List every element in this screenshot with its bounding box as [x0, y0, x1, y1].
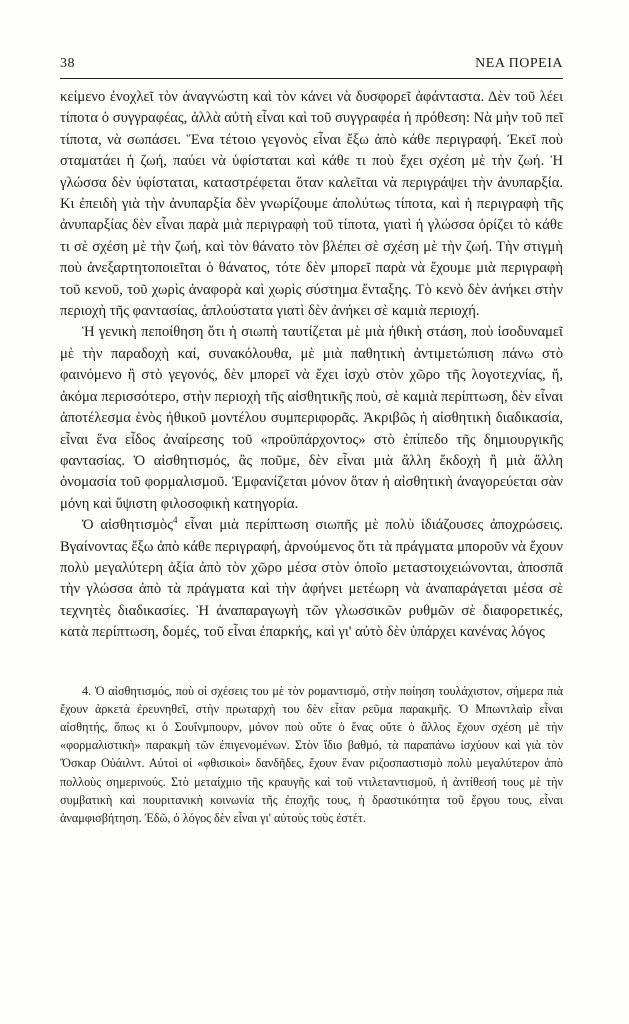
running-title: ΝΕΑ ΠΟΡΕΙΑ [475, 56, 563, 71]
main-text [60, 87, 563, 644]
footnote-4: 4. Ὁ αἰσθητισμός, ποὺ οἱ σχέσεις του μὲ τὸν ρομαντισμό, στὴν ποίηση τουλάχιστον, σήμερα πιὰ ἔχουν ἀρκετὰ ἐρευνηθεῖ, στὴν πρωταρχὴ του δὲν εἶταν ρεῦμα παρακμῆς. Ὁ Μπωντλαὶρ εἶναι αἰσθητής, ὅπως κι ὁ Σουΐνμπουρν, μόνον ποὺ οὔτε ὁ ἕνας οὔτε ὁ ἄλλος ἔχουν σχέση μὲ τὴν «φορμαλιστικὴ» παρακμὴ τῶν ἐπιγενομένων. Στὸν ἴδιο βαθμό, τὰ παραπάνω ἰσχύουν καὶ γιὰ τὸν Ὄσκαρ Οὐάιλντ. Αὐτοὶ οἱ «φθισικοὶ» δανδῆδες, ἔχουν ἕναν ριζοσπαστισμὸ πολὺ μεγαλύτερον ἀπὸ πολλοὺς σημερινούς. Στὸ μεταίχμιο τῆς κραυγῆς καὶ τοῦ ντιλεταντισμοῦ, ἡ ἀντίθεσή τους μὲ τὴν συμβατικὴ καὶ πουριτανικὴ κοινωνία τῆς ἐποχῆς τους, ἡ δραστικότητα τοῦ ἔργου τους, εἶναι ἀναμφισβήτηση. Ἐδῶ, ὁ λόγος δὲν εἶναι γι' αὐτοὺς τοὺς ἐστέτ. [60, 683, 563, 825]
page-number: 38 [60, 56, 75, 71]
paragraph-3 [60, 515, 563, 643]
page-header [60, 56, 563, 79]
paragraph-2: Ἡ γενικὴ πεποίθηση ὅτι ἡ σιωπὴ ταυτίζεται μὲ μιὰ ἠθικὴ στάση, ποὺ ἰσοδυναμεῖ μὲ τὴν παραδοχὴ καί, συνακόλουθα, μὲ μιὰ παθητικὴ ἀντιμετώπιση πάνω στὸ φαινόμενο ἢ στὸ γεγονός, δὲν μπορεῖ νὰ ἔχει ἰσχὺ στὸν χῶρο τῆς λογοτεχνίας, ἤ, ἀκόμα περισσότερο, στὴν περιοχὴ τῆς αἰσθητικῆς ποὺ, σὲ καμιὰ περίπτωση, δὲν εἶναι ἀποτέλεσμα ἑνὸς ἠθικοῦ μοντέλου συμπεριφορᾶς. Ἀκριβῶς ἡ αἰσθητικὴ διαδικασία, εἶναι ἕνα εἶδος ἀναίρεσης τοῦ «προϋπάρχοντος» στὸ ἐπίπεδο τῆς δημιουργικῆς φαντασίας. Ὁ αἰσθητισμός, ἂς ποῦμε, δὲν εἶναι μιὰ ἄλλη ἔκδοχὴ ἢ μιὰ ἄλλη ὀνομασία τοῦ φορμαλισμοῦ. Ἐμφανίζεται μόνον ὅταν ἡ αἰσθητικὴ ἀναγορεύεται σὰν μόνη καὶ ὕψιστη φιλοσοφικὴ κατηγορία. [60, 324, 563, 512]
footnote-marker: 4 [172, 515, 178, 526]
paragraph-1: κείμενο ἐνοχλεῖ τὸν ἀναγνώστη καὶ τὸν κάνει νὰ δυσφορεῖ ἀφάνταστα. Δὲν τοῦ λέει τίποτα ὁ συγγραφέας, ἀλλὰ αὐτὴ εἶναι καὶ τοῦ συγγραφέα ἡ πρόθεση: Νὰ μὴν τοῦ πεῖ τίποτα, νὰ σωπάσει. Ἕνα τέτοιο γεγονὸς εἶναι ἔξω ἀπὸ κάθε περιγραφή. Ἐκεῖ ποὺ σταματάει ἡ ζωή, παύει νὰ ὑφίσταται καὶ κάθε τι ποὺ ἔχει σχέση μὲ τὴν ζωή. Ἡ γλώσσα δὲν ὑφίσταται, καταστρέφεται ὅταν καλεῖται νὰ περιγράψει τὴν ἀνυπαρξία. Κι ἐπειδὴ γιὰ τὴν ἀνυπαρξία δὲν γνωρίζουμε ἀπολύτως τίποτα, καὶ ἡ περιγραφὴ τῆς ἀνυπαρξίας δὲν εἶναι παρὰ μιὰ περιγραφὴ τοῦ τίποτα, γιατὶ ἡ γλώσσα ὁρίζει τὸ κάθε τι σὲ σχέση μὲ τὴν ζωή, καὶ τὸν θάνατο τὸν βλέπει σὲ σχέση μὲ τὴν ζωή. Τὴν στιγμὴ ποὺ ἀνεξαρτητοποιεῖται ὁ θάνατος, τότε δὲν μπορεῖ παρὰ νὰ ἔχουμε μιὰ περιγραφὴ τοῦ κενοῦ, τοῦ χωρὶς ἀναφορὰ καὶ χωρὶς σύστημα ἔνταξης. Τὸ κενὸ δὲν ἀνήκει στὴν περιοχὴ τῆς φαντασίας, ἁπλούστατα γιατὶ δὲν ἀνήκει σὲ καμιὰ περιοχή. [60, 89, 563, 320]
paragraph-3-rest: εἶναι μιὰ περίπτωση σιωπῆς μὲ πολὺ ἰδιάζουσες ἀποχρώσεις. Βγαίνοντας ἔξω ἀπὸ κάθε περιγραφή, ἀρνούμενος ὅτι τὰ πράγματα μποροῦν νὰ ἔχουν πολὺ μεγαλύτερη ἀξία ἀπὸ τὸν χῶρο μέσα στὸν ὁποῖο μεταστοιχειώνονται, ἀποσπᾶ τὴν γλώσσα ἀπὸ τὰ πράγματα καὶ τὴν ἀφήνει μετέωρη νὰ ἀναπαράγεται μέσα σὲ τεχνητὲς διαδικασίες. Ἡ ἀναπαραγωγὴ τῶν γλωσσικῶν ρυθμῶν σὲ διαφορετικές, κατὰ περίπτωση, δομές, τοῦ εἶναι ἐπαρκής, καὶ γι' αὐτὸ δὲν ὑπάρχει κανένας λόγος [60, 517, 564, 641]
paragraph-3-start: Ὁ αἰσθητισμὸς [82, 517, 173, 534]
footnotes [60, 682, 563, 828]
